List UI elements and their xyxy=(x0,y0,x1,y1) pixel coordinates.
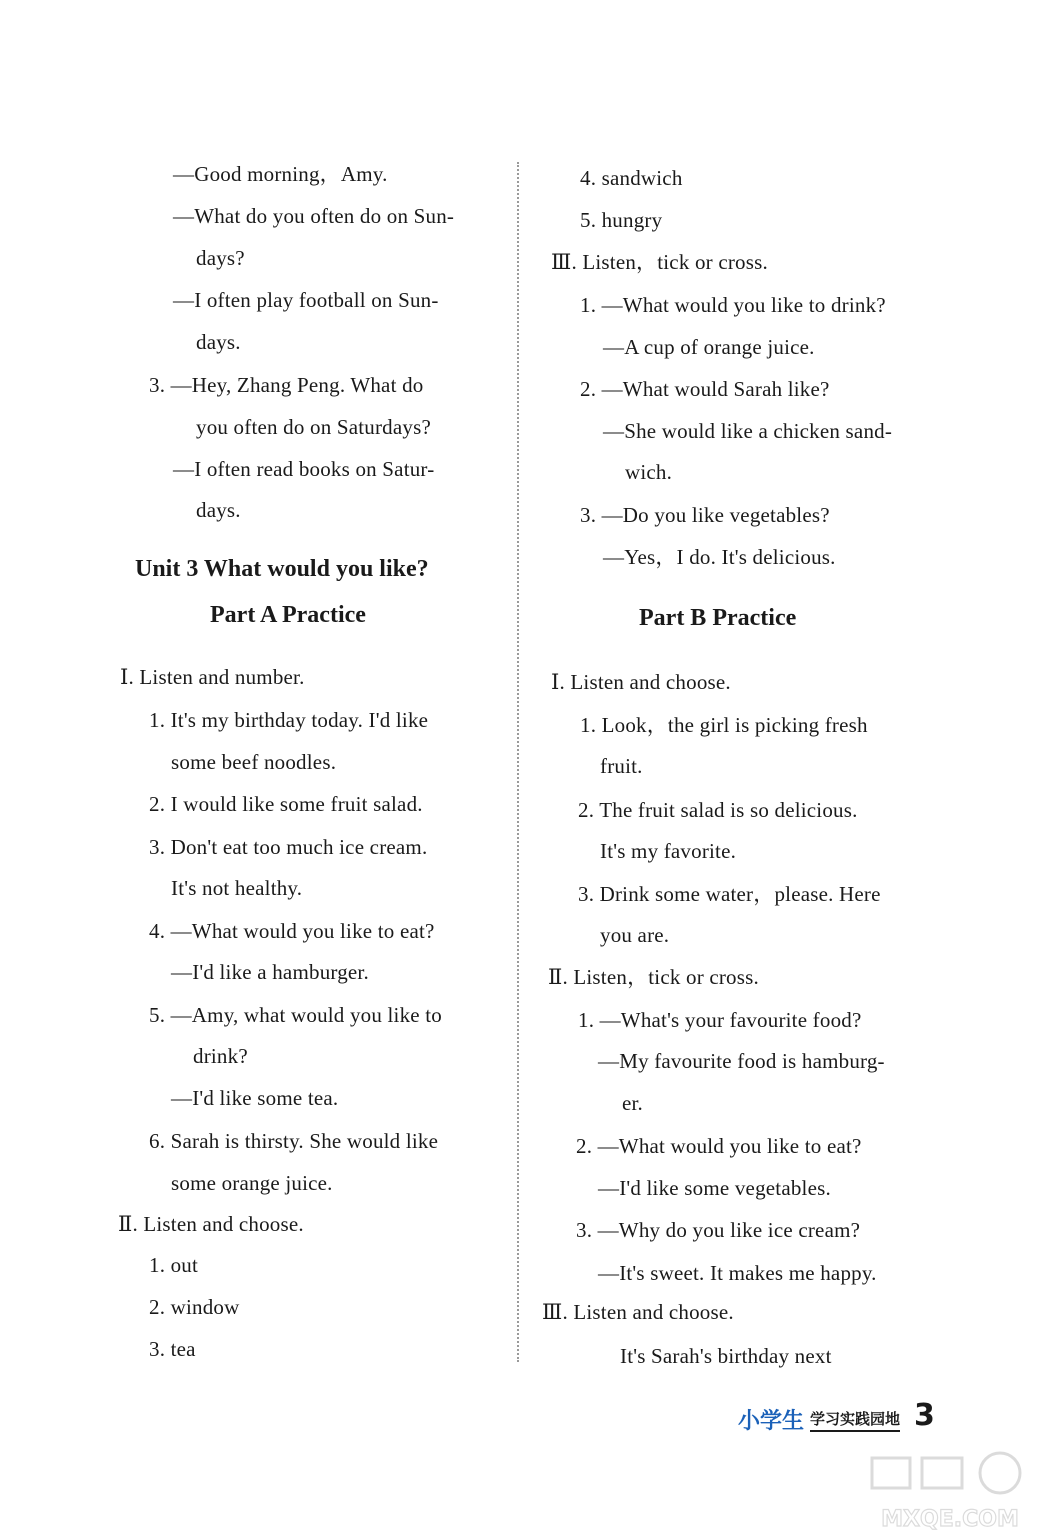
text-line: 1. It's my birthday today. I'd like xyxy=(149,708,429,732)
text-line: some beef noodles. xyxy=(171,750,337,774)
brand-subtitle: 学习实践园地 xyxy=(810,1408,900,1432)
text-line: fruit. xyxy=(600,754,643,778)
text-line: days? xyxy=(196,246,245,270)
text-line: wich. xyxy=(625,460,673,484)
text-line: 5. hungry xyxy=(580,208,663,232)
text-line: 3. Drink some water，please. Here xyxy=(578,882,881,906)
text-line: Ⅱ. Listen and choose. xyxy=(118,1212,304,1236)
text-line: drink? xyxy=(193,1044,248,1068)
part-b-heading: Part B Practice xyxy=(639,605,797,631)
text-line: days. xyxy=(196,498,241,522)
text-line: 3. —Do you like vegetables? xyxy=(580,503,830,527)
text-line: er. xyxy=(622,1091,644,1115)
text-line: —My favourite food is hamburg- xyxy=(598,1049,885,1073)
text-line: 5. —Amy, what would you like to xyxy=(149,1003,442,1027)
text-line: 1. Look，the girl is picking fresh xyxy=(580,713,868,737)
part-a-heading: Part A Practice xyxy=(210,602,366,628)
text-line: It's my favorite. xyxy=(600,839,737,863)
text-line: 2. I would like some fruit salad. xyxy=(149,792,423,816)
text-line: Ⅰ. Listen and choose. xyxy=(551,670,731,694)
watermark-text: MXQE.COM xyxy=(881,1507,1019,1532)
text-line: 3. —Hey, Zhang Peng. What do xyxy=(149,373,424,397)
page-number: 3 xyxy=(914,1398,935,1433)
text-line: —What do you often do on Sun- xyxy=(173,204,455,228)
text-line: 2. —What would Sarah like? xyxy=(580,377,830,401)
text-line: 2. The fruit salad is so delicious. xyxy=(578,798,858,822)
text-line: —I often read books on Satur- xyxy=(173,457,435,481)
text-line: some orange juice. xyxy=(171,1171,333,1195)
text-line: 4. sandwich xyxy=(580,166,683,190)
text-line: —I'd like a hamburger. xyxy=(171,960,369,984)
text-line: 6. Sarah is thirsty. She would like xyxy=(149,1129,439,1153)
answer-watermark-icon xyxy=(860,1448,1040,1534)
text-line: 4. —What would you like to eat? xyxy=(149,919,435,943)
text-line: —I often play football on Sun- xyxy=(173,288,439,312)
text-line: 3. Don't eat too much ice cream. xyxy=(149,835,428,859)
column-divider xyxy=(517,162,519,1362)
text-line: 3. tea xyxy=(149,1337,196,1361)
text-line: Ⅲ. Listen and choose. xyxy=(542,1300,734,1324)
text-line: Ⅰ. Listen and number. xyxy=(120,665,305,689)
text-line: 1. out xyxy=(149,1253,199,1277)
brand-logo: 小学生 xyxy=(738,1409,805,1434)
text-line: —It's sweet. It makes me happy. xyxy=(598,1261,877,1285)
text-line: It's Sarah's birthday next xyxy=(620,1344,832,1368)
text-line: 1. —What would you like to drink? xyxy=(580,293,886,317)
text-line: you are. xyxy=(600,923,670,947)
text-line: 3. —Why do you like ice cream? xyxy=(576,1218,861,1242)
text-line: you often do on Saturdays? xyxy=(196,415,431,439)
text-line: —A cup of orange juice. xyxy=(603,335,815,359)
text-line: Ⅲ. Listen，tick or cross. xyxy=(551,250,768,274)
text-line: —She would like a chicken sand- xyxy=(603,419,893,443)
text-line: —I'd like some vegetables. xyxy=(598,1176,831,1200)
text-line: Ⅱ. Listen，tick or cross. xyxy=(548,965,759,989)
text-line: —Yes，I do. It's delicious. xyxy=(603,545,836,569)
text-line: 2. window xyxy=(149,1295,240,1319)
text-line: It's not healthy. xyxy=(171,876,303,900)
unit-title: Unit 3 What would you like? xyxy=(135,556,429,582)
text-line: 2. —What would you like to eat? xyxy=(576,1134,862,1158)
text-line: —I'd like some tea. xyxy=(171,1086,339,1110)
text-line: 1. —What's your favourite food? xyxy=(578,1008,862,1032)
text-line: days. xyxy=(196,330,241,354)
text-line: —Good morning，Amy. xyxy=(173,162,388,186)
